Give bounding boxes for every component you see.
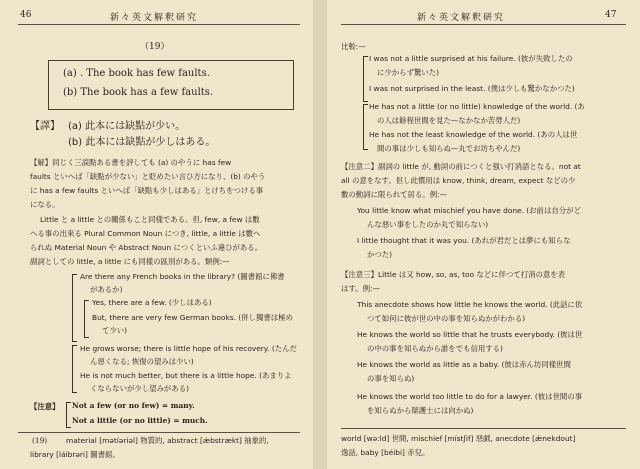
note-line: Not a few (or no few) = many. xyxy=(72,401,195,410)
example-brace xyxy=(84,300,89,338)
note-brace xyxy=(66,402,71,428)
explanation-line: 【解】同じく三誤點ある書を評しても (a) のやうに has few xyxy=(30,158,232,167)
translation-a: (a) 此本には缺點が少い。 xyxy=(68,121,186,132)
compare-line: に少からず驚いた) xyxy=(377,68,440,77)
footnote: material [mətíəriəl] 物質的, abstract [ǽbstrækt] 抽象的, xyxy=(66,436,269,445)
example-a: (a) . The book has few faults. xyxy=(63,68,210,79)
translation-label: 【譯】 xyxy=(30,121,60,132)
note-example: つて如何に彼が世の中の事を知らぬかがわかる) xyxy=(367,314,526,323)
example-sentence: ん惡くなる; 恢復の望みは少い) xyxy=(90,357,194,366)
compare-line: I was not a little surprised at his failure. (彼が失敗したの xyxy=(369,54,573,63)
note-example: を知らぬから辯護士には向かぬ) xyxy=(367,406,474,415)
header-rule xyxy=(341,24,626,25)
example-brace xyxy=(72,274,77,342)
explanation-line: Little と a little との關係もこと同樣である。但, few, a few は數 xyxy=(40,215,260,224)
header-rule xyxy=(18,24,300,25)
note-example: He knows the world as little as a baby. (彼は赤ん坊同樣世間 xyxy=(357,360,571,369)
note-example: かつた) xyxy=(367,250,393,259)
explanation-line: へる事の出來る Plural Common Noun につき, little, a little は數へ xyxy=(30,229,261,238)
compare-label: 比較:— xyxy=(341,42,366,51)
footnote: library [láibrəri] 圖書館。 xyxy=(30,450,120,459)
running-header: 新々英文解釈研究 xyxy=(417,13,506,23)
example-box xyxy=(48,60,294,110)
note-line: 數の動詞に限られて居る。例:— xyxy=(341,190,447,199)
example-sentence: He grows worse; there is little hope of his recovery. (たんだ xyxy=(80,344,297,353)
running-header: 新々英文解釈研究 xyxy=(110,13,199,23)
note-line: Not a little (or no little) = much. xyxy=(72,416,208,425)
note-example: This anecdote shows how little he knows the world. (此話に依 xyxy=(357,300,583,309)
note-example: の中の事を知らぬから誰をでも信用する) xyxy=(367,344,503,353)
note-line: 【注意三】Little は又 how, so, as, too などに伴つて打消の意を表 xyxy=(341,270,566,279)
footnote-rule xyxy=(341,428,626,429)
compare-line: 間の事は少しも知らぬ—丸でお坊ちやんだ) xyxy=(377,144,521,153)
footnote: 逸話, baby [béibi] 赤兒。 xyxy=(341,448,430,457)
note-label: 【注意】 xyxy=(30,402,60,411)
compare-brace xyxy=(363,56,368,102)
compare-line: I was not surprised in the least. (僕は少しも驚かなかつた) xyxy=(369,84,575,93)
compare-line: He has not the least knowledge of the world. (あの人は世 xyxy=(369,130,578,139)
explanation-line: に has a few faults といへば「缺點も少しはある」とけちをつける事 xyxy=(30,186,264,195)
compare-brace xyxy=(363,104,368,150)
note-example: の事を知らぬ) xyxy=(367,374,415,383)
explanation-line: られぬ Material Noun や Abstract Noun につくといふ違ひがある。 xyxy=(30,243,263,252)
explanation-line: faults といへば「缺點が少ない」と貶めたい言ひ方になり、(b) のやう xyxy=(30,172,266,181)
example-sentence: Are there any French books in the library? (圖書館に佛書 xyxy=(80,272,285,281)
explanation-line: になる。 xyxy=(30,200,60,209)
note-line: はす。例:— xyxy=(341,284,380,293)
footnote-number: (19) xyxy=(32,436,48,445)
example-sentence: He is not much better, but there is a little hope. (あまりよ xyxy=(80,371,292,380)
section-number: （19） xyxy=(140,42,170,52)
example-sentence: Yes, there are a few. (少しはある) xyxy=(92,298,212,307)
note-example: んな惡い事をしたのか丸で知らない) xyxy=(367,220,489,229)
note-example: You little know what mischief you have done. (お前は自分がど xyxy=(357,206,581,215)
example-sentence: て少い) xyxy=(102,326,128,335)
page-number: 47 xyxy=(605,10,617,20)
book-gutter xyxy=(313,0,327,469)
left-page xyxy=(0,0,313,469)
example-sentence: くならないが少し望みがある) xyxy=(90,384,189,393)
note-example: I little thought that it was you. (あれが君だとは夢にも知らな xyxy=(357,236,571,245)
explanation-line: 副詞としての little, a little にも同樣の區別がある。類例:— xyxy=(30,257,230,266)
note-line: 【注意二】副詞の little が, 動詞の前につくと强い打消語となる。not at xyxy=(341,162,581,171)
example-sentence: But, there are very few German books. (併し獨書は極め xyxy=(92,313,293,322)
note-line: all の意をなす。但し此慣用は know, think, dream, expect などの少 xyxy=(341,176,576,185)
compare-line: He has not a little (or no little) knowledge of the world. (あ xyxy=(369,102,585,111)
example-sentence: があるか) xyxy=(90,285,123,294)
example-brace xyxy=(72,345,77,393)
note-example: He knows the world so little that he trusts everybody. (彼は世 xyxy=(357,330,583,339)
translation-b: (b) 此本には缺點が少しはある。 xyxy=(68,137,216,148)
note-example: He knows the world too little to do for a lawyer. (彼は世間の事 xyxy=(357,392,583,401)
compare-line: の人は餘程世間を見た—なかなか苦勞人だ) xyxy=(377,116,521,125)
example-b: (b) The book has a few faults. xyxy=(63,87,214,98)
right-page xyxy=(327,0,640,469)
page-number: 46 xyxy=(20,10,32,20)
footnote: world [wə:ld] 世間, mischief [místʃif] 惡戯, anecdote [ǽnekdout] xyxy=(341,434,576,443)
footnote-rule xyxy=(18,432,300,433)
